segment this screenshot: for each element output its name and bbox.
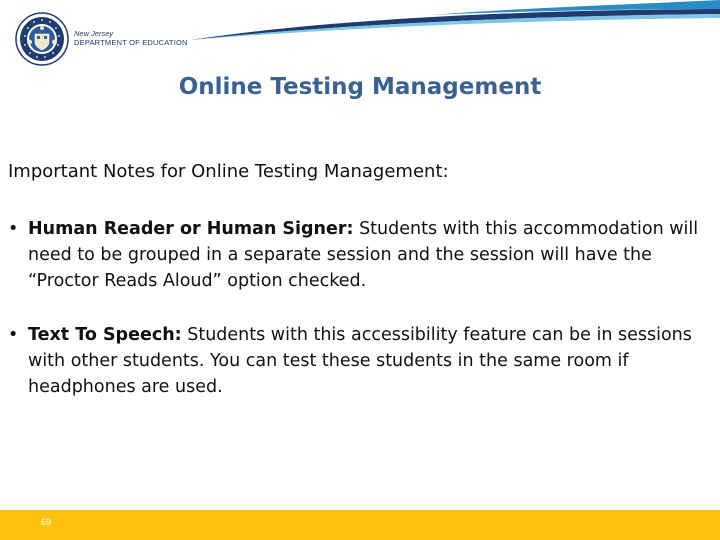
bullet-dot: • bbox=[8, 219, 19, 239]
bullet-term: Human Reader or Human Signer: bbox=[28, 219, 354, 239]
bullet-item-human-reader bbox=[8, 216, 714, 294]
page-number: 69 bbox=[41, 517, 52, 527]
slide-header bbox=[0, 0, 720, 70]
agency-name bbox=[74, 29, 188, 48]
nj-state-seal-icon bbox=[15, 12, 69, 66]
bullet-text: Students with this accessibility feature can be in sessions with other students. You can test these students in the same room if headphones are used. bbox=[28, 325, 692, 397]
bullet-item-text-to-speech bbox=[8, 322, 714, 400]
footer-bar bbox=[0, 510, 720, 540]
department-name: DEPARTMENT OF EDUCATION bbox=[74, 38, 188, 47]
state-name: New Jersey bbox=[74, 29, 114, 38]
bullet-term: Text To Speech: bbox=[28, 325, 182, 345]
bullet-text: Students with this accommodation will need to be grouped in a separate session and the session will have the “Proctor Reads Aloud” option checked. bbox=[28, 219, 699, 291]
bullet-dot: • bbox=[8, 325, 19, 345]
notes-heading: Important Notes for Online Testing Management: bbox=[8, 161, 449, 182]
slide-title: Online Testing Management bbox=[178, 74, 542, 100]
bullet-list bbox=[8, 216, 714, 400]
